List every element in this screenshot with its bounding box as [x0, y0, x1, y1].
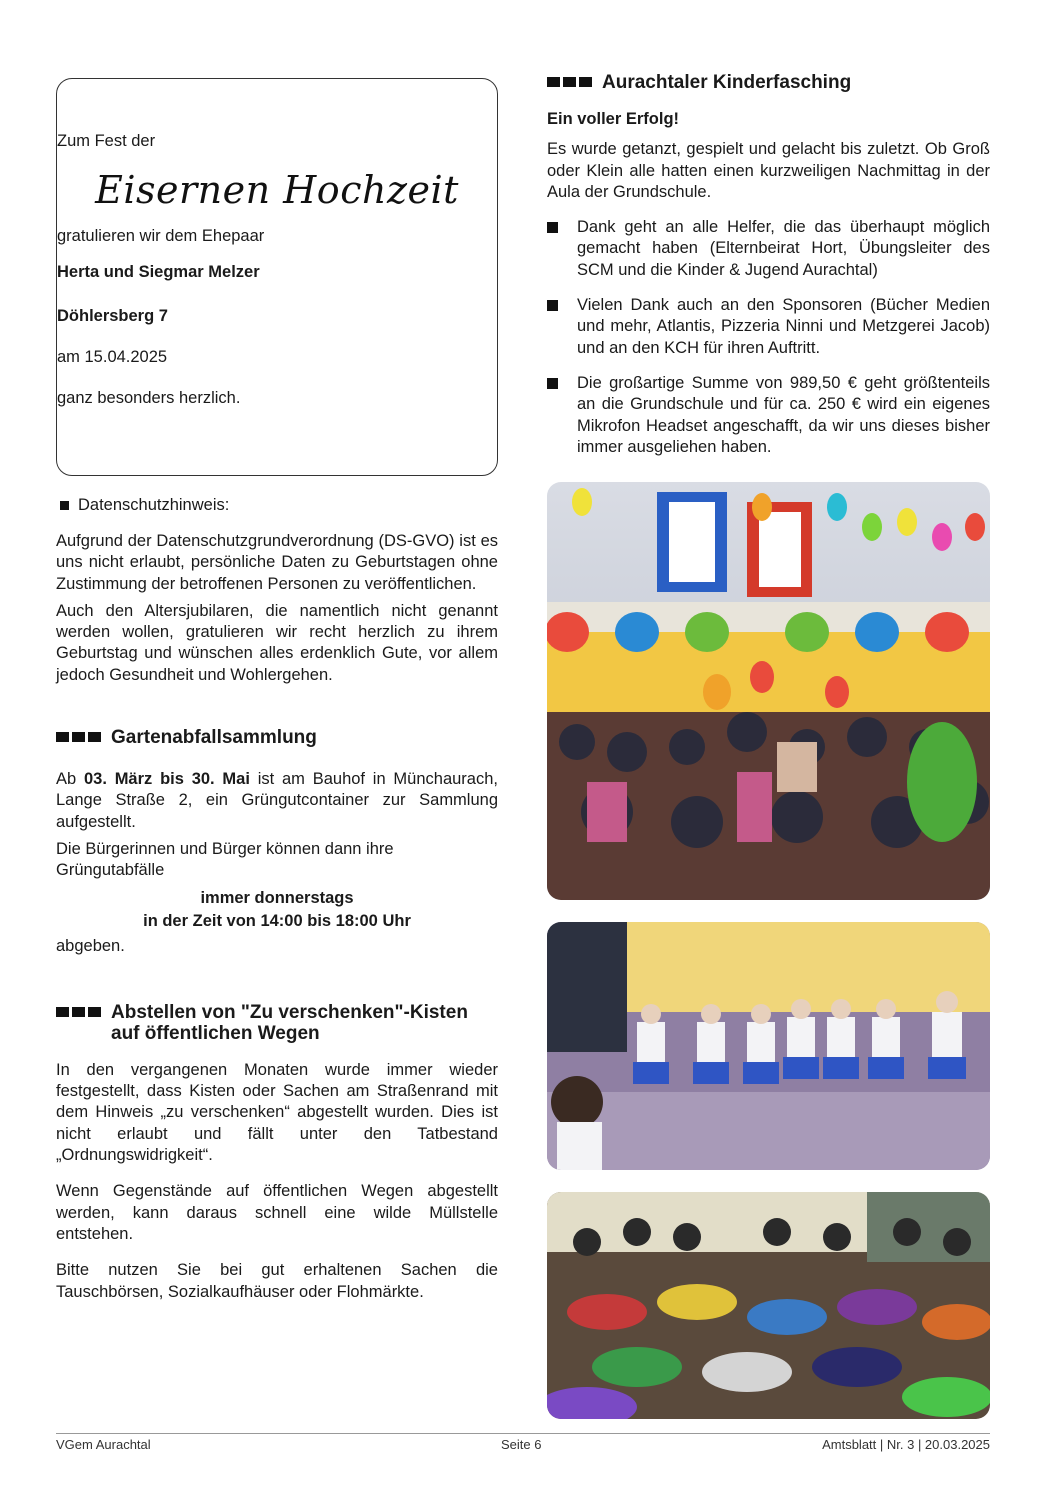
privacy-paragraph-2: Auch den Altersjubilaren, die namentlich nicht genannt werden wollen, gratulieren wir recht herzlich zu ihrem Geburtstag und wünschen alles erdenklich Gute, vor allem jedoch Gesundheit und Wohlergehen. [56, 601, 498, 684]
garden-heading [56, 727, 498, 748]
carnival-subheading: Ein voller Erfolg! [547, 110, 680, 128]
list-item [547, 295, 990, 359]
giveaway-paragraph-2: Wenn Gegenstände auf öffentlichen Wegen abgestellt werden, kann daraus schnell eine wilde Müllstelle entstehen. [56, 1182, 498, 1243]
privacy-label-row [56, 496, 498, 515]
giveaway-heading [56, 1002, 498, 1044]
carnival-bullet-1: Dank geht an alle Helfer, die das überhaupt möglich gemacht haben (Elternbeirat Hort, Übungsleiter des SCM und die Kinder & Jugend Aurachtal) [577, 218, 990, 279]
bullet-square-icon [547, 222, 558, 233]
greeting-closing: ganz besonders herzlich. [57, 389, 241, 408]
greeting-intro: Zum Fest der [57, 132, 156, 150]
bullet-square-icon [547, 378, 558, 389]
footer-left: VGem Aurachtal [56, 1437, 151, 1452]
carnival-bullet-list [547, 217, 990, 458]
garden-p1-pre: Ab [56, 770, 84, 789]
carnival-bullet-3: Die großartige Summe von 989,50 € geht größtenteils an die Grundschule und für ca. 250 € wird ein eigenes Mikrofon Headset angeschafft, da wir uns dieses bisher immer ausgeliehen haben. [577, 373, 990, 456]
greeting-names: Herta und Siegmar Melzer [57, 262, 260, 281]
footer-page-number: Seite 6 [501, 1437, 542, 1452]
privacy-paragraph-1: Aufgrund der Datenschutzgrundverordnung (DS-GVO) ist es uns nicht erlaubt, persönliche Daten zu Geburtstagen ohne Zustimmung der betroffenen Personen zu veröffentlichen. [56, 532, 498, 593]
garden-paragraph-3: abgeben. [56, 936, 125, 955]
heading-marker-icon [56, 732, 101, 742]
carnival-photo-party [547, 482, 990, 900]
giveaway-heading-text [111, 1002, 468, 1044]
bullet-square-icon [547, 300, 558, 311]
garden-time: in der Zeit von 14:00 bis 18:00 Uhr [143, 911, 411, 930]
dance-photo-illustration [547, 922, 990, 1170]
kids-photo-illustration [547, 1192, 990, 1419]
carnival-photo-lying-kids [547, 1192, 990, 1419]
anniversary-greeting-box [56, 78, 498, 476]
right-column [547, 72, 990, 472]
giveaway-paragraph-3: Bitte nutzen Sie bei gut erhaltenen Sachen die Tauschbörsen, Sozialkaufhäuser oder Flohmärkte. [56, 1261, 498, 1301]
bullet-square-icon [60, 501, 69, 510]
heading-marker-icon [56, 1007, 101, 1017]
list-item [547, 217, 990, 281]
carnival-bullet-2: Vielen Dank auch an den Sponsoren (Bücher Medien und mehr, Atlantis, Pizzeria Ninni und Metzgerei Jacob) und an den KCH für ihren Auftritt. [577, 296, 990, 357]
footer-divider [56, 1433, 990, 1434]
list-item [547, 373, 990, 458]
carnival-heading [547, 72, 990, 93]
greeting-date: am 15.04.2025 [57, 348, 168, 367]
garden-heading-text: Gartenabfallsammlung [111, 727, 317, 749]
garden-p1-post: ist am Bauhof in Münchaurach, Lange Straße 2, ein Grüngutcontainer zur Sammlung aufgestellt. [56, 770, 498, 831]
carnival-photo-dance-group [547, 922, 990, 1170]
footer-right: Amtsblatt | Nr. 3 | 20.03.2025 [822, 1437, 990, 1452]
garden-paragraph-2: Die Bürgerinnen und Bürger können dann ihre Grüngutabfälle [56, 839, 394, 880]
heading-marker-icon [547, 77, 592, 87]
greeting-title: Eisernen Hochzeit [95, 168, 459, 213]
privacy-label: Datenschutzhinweis: [78, 496, 230, 514]
garden-paragraph-1 [56, 769, 498, 833]
giveaway-heading-line-1: Abstellen von "Zu verschenken"-Kisten [111, 1001, 468, 1023]
carnival-intro: Es wurde getanzt, gespielt und gelacht bis zuletzt. Ob Groß oder Klein alle hatten einen kurzweiligen Nachmittag in der Aula der Grundschule. [547, 140, 990, 201]
left-column [56, 78, 498, 1303]
garden-period: 03. März bis 30. Mai [83, 770, 250, 789]
carnival-heading-text: Aurachtaler Kinderfasching [602, 72, 852, 93]
giveaway-paragraph-1: In den vergangenen Monaten wurde immer wieder festgestellt, dass Kisten oder Sachen am Straßenrand mit dem Hinweis „zu verschenken“ abgestellt wurden. Dies ist nicht erlaubt und fällt unter den Tatbestand „Ordnungswidrigkeit“. [56, 1060, 498, 1165]
greeting-address: Döhlersberg 7 [57, 306, 168, 325]
party-photo-illustration [547, 482, 990, 900]
giveaway-heading-line-2: auf öffentlichen Wegen [111, 1022, 320, 1044]
garden-day: immer donnerstags [200, 888, 354, 907]
greeting-congrats: gratulieren wir dem Ehepaar [57, 227, 265, 246]
